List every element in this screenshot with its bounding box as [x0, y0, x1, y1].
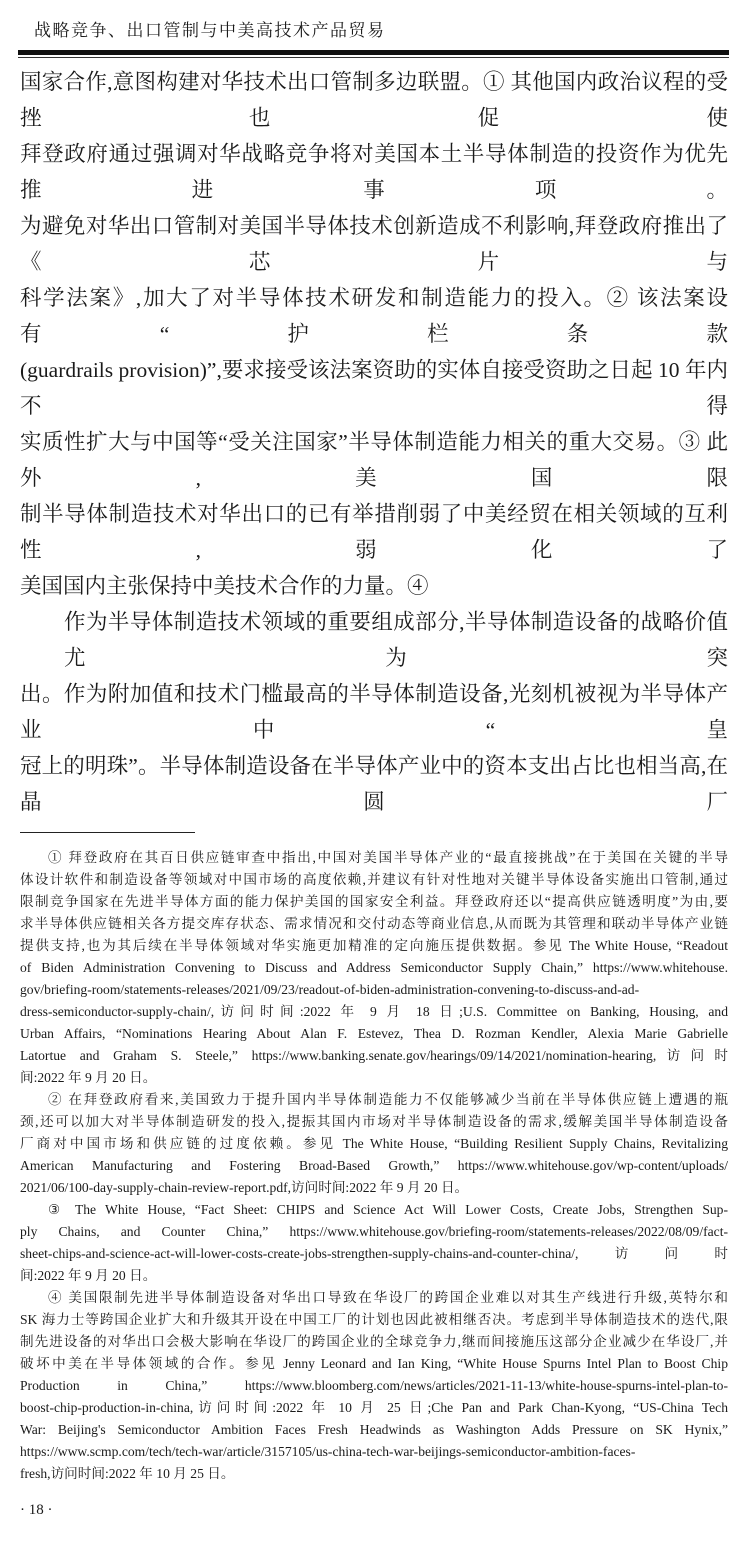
text-line: 破坏中美在半导体领域的合作。参见 Jenny Leonard and Ian King, “White House Spurns Intel Plan to Boost Chip — [20, 1356, 728, 1371]
text-line: 实质性扩大与中国等“受关注国家”半导体制造能力相关的重大交易。③ 此外,美国限 — [20, 430, 728, 490]
text-line: Urban Affairs, “Nominations Hearing About Alan F. Estevez, Thea D. Rozman Kendler, Alexia Marie Gabrielle — [20, 1026, 728, 1041]
text-line: ④ 美国限制先进半导体制造设备对华出口导致在华设厂的跨国企业难以对其生产线进行升级,英特尔和 — [48, 1290, 728, 1305]
text-line: 间:2022 年 9 月 20 日。 — [20, 1070, 157, 1085]
text-line: 制半导体制造技术对华出口的已有举措削弱了中美经贸在相关领域的互利性,弱化了 — [20, 502, 728, 562]
running-title: 战略竞争、出口管制与中美高技术产品贸易 — [34, 21, 386, 40]
text-line: dress-semiconductor-supply-chain/,访问时间:2022 年 9 月 18 日;U.S. Committee on Banking, Housing, and — [20, 1004, 728, 1019]
text-line: 为避免对华出口管制对美国半导体技术创新造成不利影响,拜登政府推出了《芯片与 — [20, 214, 728, 274]
body-text — [20, 64, 728, 820]
text-line: 拜登政府通过强调对华战略竞争将对美国本土半导体制造的投资作为优先推进事项。 — [20, 142, 728, 202]
footnote — [20, 1089, 728, 1199]
text-line: boost-chip-production-in-china,访问时间:2022 年 10 月 25 日;Che Pan and Park Chan-Kyong, “US-China Tech — [20, 1400, 728, 1415]
text-line: 间:2022 年 9 月 20 日。 — [20, 1268, 157, 1283]
text-line: ① 拜登政府在其百日供应链审查中指出,中国对美国半导体产业的“最直接挑战”在于美国在关键的半导 — [48, 850, 728, 865]
text-line: 求半导体供应链相关各方提交库存状态、需求情况和交付动态等商业信息,从而既为其管理和联动半导体产业链 — [20, 916, 728, 931]
text-line: 出。作为附加值和技术门槛最高的半导体制造设备,光刻机被视为半导体产业中“皇 — [20, 682, 728, 742]
text-line: 限制竞争国家在先进半导体方面的能力保护美国的国家安全利益。拜登政府还以“提高供应链透明度”为由,要 — [20, 894, 728, 909]
paragraph — [20, 604, 728, 820]
text-line: https://www.scmp.com/tech/tech-war/article/3157105/us-china-tech-war-beijings-semiconductor-ambition-faces- — [20, 1444, 636, 1459]
page-number: · 18 · — [20, 1502, 53, 1518]
text-line: American Manufacturing and Fostering Broad-Based Growth,” https://www.whitehouse.gov/wp-content/uploads/ — [20, 1158, 728, 1173]
text-line: Production in China,” https://www.bloomberg.com/news/articles/2021-11-13/white-house-spurns-intel-plan-to- — [20, 1378, 728, 1393]
text-line: sheet-chips-and-science-act-will-lower-costs-create-jobs-strengthen-supply-chains-and-counter-china/,访问时 — [20, 1246, 728, 1261]
header-rule-thick — [18, 50, 729, 55]
text-line: 2021/06/100-day-supply-chain-review-report.pdf,访问时间:2022 年 9 月 20 日。 — [20, 1180, 469, 1195]
text-line: 作为半导体制造技术领域的重要组成部分,半导体制造设备的战略价值尤为突 — [64, 610, 728, 670]
footnote-separator — [20, 832, 195, 833]
text-line: War: Beijing's Semiconductor Ambition Faces Fresh Headwinds as Washington Adds Pressure on SK Hynix,” — [20, 1422, 728, 1437]
text-line: fresh,访问时间:2022 年 10 月 25 日。 — [20, 1466, 235, 1481]
text-line: ply Chains, and Counter China,” https://www.whitehouse.gov/briefing-room/statements-releases/2022/08/09/fact- — [20, 1224, 728, 1239]
footnote — [20, 1199, 728, 1287]
footnote — [20, 847, 728, 1089]
text-line: 美国国内主张保持中美技术合作的力量。④ — [20, 574, 429, 598]
paragraph — [20, 64, 728, 604]
text-line: 国家合作,意图构建对华技术出口管制多边联盟。① 其他国内政治议程的受挫也促使 — [20, 70, 728, 130]
text-line: (guardrails provision)”,要求接受该法案资助的实体自接受资助之日起 10 年内不得 — [20, 358, 728, 418]
footnote — [20, 1287, 728, 1485]
text-line: SK 海力士等跨国企业扩大和升级其开设在中国工厂的计划也因此被相继否决。考虑到半导体制造技术的迭代,限 — [20, 1312, 728, 1327]
text-line: 科学法案》,加大了对半导体技术研发和制造能力的投入。② 该法案设有“护栏条款 — [20, 286, 728, 346]
text-line: 冠上的明珠”。半导体制造设备在半导体产业中的资本支出占比也相当高,在晶圆厂 — [20, 754, 728, 814]
text-line: ③ The White House, “Fact Sheet: CHIPS and Science Act Will Lower Costs, Create Jobs, Strengthen Sup- — [48, 1202, 728, 1217]
footnotes — [20, 847, 728, 1485]
text-line: 厂商对中国市场和供应链的过度依赖。参见 The White House, “Building Resilient Supply Chains, Revitalizing — [20, 1136, 728, 1151]
text-line: ② 在拜登政府看来,美国致力于提升国内半导体制造能力不仅能够减少当前在半导体供应链上遭遇的瓶 — [48, 1092, 728, 1107]
text-line: gov/briefing-room/statements-releases/2021/09/23/readout-of-biden-administration-convening-to-discuss-and-ad- — [20, 982, 640, 997]
text-line: 制先进设备的对华出口会极大影响在华设厂的跨国企业的全球竞争力,继而间接施压这部分企业减少在华设厂,并 — [20, 1334, 728, 1349]
text-line: Latortue and Graham S. Steele,” https://www.banking.senate.gov/hearings/09/14/2021/nomination-hearing,访问时 — [20, 1048, 728, 1063]
text-line: 体设计软件和制造设备等领域对中国市场的高度依赖,并建议有针对性地对关键半导体设备实施出口管制,通过 — [20, 872, 728, 887]
text-line: 颈,还可以加大对半导体制造研发的投入,提振其国内市场对半导体制造设备的需求,缓解美国半导体制造设备 — [20, 1114, 728, 1129]
header-rule-thin — [18, 57, 729, 58]
text-line: of Biden Administration Convening to Discuss and Address Semiconductor Supply Chain,” https://www.whitehouse. — [20, 960, 728, 975]
text-line: 提供支持,也为其后续在半导体领域对华实施更加精准的定向施压提供数据。参见 The White House, “Readout — [20, 938, 728, 953]
